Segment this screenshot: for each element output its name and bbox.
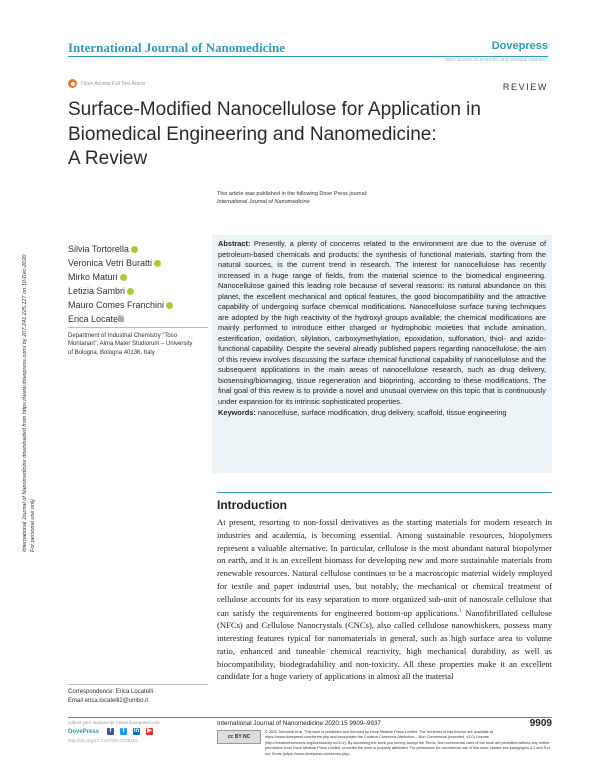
affiliation-divider <box>68 327 208 328</box>
doi-link[interactable]: http://doi.org/10.2147/IJN.S248103 <box>68 738 138 743</box>
submit-link[interactable]: submit your manuscript | www.dovepress.com <box>68 720 160 725</box>
section-heading: Introduction <box>217 498 287 512</box>
title-line: Surface-Modified Nanocellulose for Application in <box>68 99 481 120</box>
reference-link[interactable]: 1 <box>459 608 462 614</box>
author <box>68 270 213 284</box>
orcid-icon[interactable] <box>131 246 138 253</box>
orcid-icon[interactable] <box>127 288 134 295</box>
orcid-icon[interactable] <box>154 260 161 267</box>
keywords-label: Keywords: <box>218 408 256 417</box>
keywords-text: nanocelluse, surface modification, drug delivery, scaffold, tissue engineering <box>257 408 507 417</box>
keywords <box>218 408 546 419</box>
affiliation: Department of Industrial Chemistry “Toso Montanari”, Alma Mater Studiorum – University of Bologna, Bologna 40136, Italy <box>68 333 193 356</box>
license-text: © 2020 Tortorella et al. This work is published and licensed by Dove Medical Press Limited. The full terms of this license are available at https://www.dovepress.com/terms.php and incorporate the Creative Commons Attribution – Non Commercial (unported, v3.0) License (http://creativecommons.org/licenses/by-nc/3.0/). By accessing the work you hereby accept the Terms. Non-commercial uses of the work are permitted without any further permission from Dove Medical Press Limited, provided the work is properly attributed. For permission for commercial use of this work, please see paragraphs 4.2 and 5 of our Terms (https://www.dovepress.com/terms.php). <box>265 730 551 756</box>
open-access-label: Open Access Full Text Article <box>81 80 146 87</box>
author-name: Silvia Tortorella <box>68 244 129 254</box>
download-note: International Journal of Nanomedicine downloaded from https://www.dovepress.com/ by 207.241.225.127 on 10-Dec-2020 <box>22 254 28 552</box>
orcid-icon[interactable] <box>166 302 173 309</box>
author <box>68 298 213 312</box>
footer-divider <box>68 717 552 718</box>
social-links <box>107 728 153 735</box>
abstract-box <box>212 235 552 473</box>
footer-brand <box>68 728 208 735</box>
cc-license-icon[interactable]: cc BY NC <box>217 730 261 744</box>
correspondence-divider <box>68 684 208 685</box>
dovepress-logo[interactable]: DovePress <box>68 728 100 735</box>
youtube-icon[interactable]: ▶ <box>147 728 152 734</box>
page-number: 9909 <box>529 718 552 729</box>
author <box>68 284 213 298</box>
author-name: Mirko Maturi <box>68 272 118 282</box>
open-access-badge <box>68 79 145 88</box>
article-title <box>68 98 558 172</box>
intro-text: Nanofibrillated cellulose (NFCs) and Cellulose Nanocrystals (CNCs), also called cellulose nanowhiskers, possess many interesting features typical for nanomaterials in general, such as high surface area to volume ratio, enhanced and tuneable chemical reactivity, high mechanical durability, as well as biocompatibility, biodegradability and non-toxicity. All these properties make it an excellent candidate for a huge variety of applications in almost all the material <box>217 607 552 682</box>
abstract-label: Abstract: <box>218 239 251 248</box>
publisher-tagline: open access to scientific and medical research <box>444 57 548 63</box>
author-name: Erica Locatelli <box>68 314 125 324</box>
abstract <box>218 239 546 407</box>
title-line: A Review <box>68 148 148 169</box>
author <box>68 242 213 256</box>
linkedin-icon[interactable]: in <box>133 728 140 734</box>
author-name: Veronica Vetri Buratti <box>68 258 153 268</box>
author-list <box>68 242 213 326</box>
intro-text: At present, resorting to non-fossil derivatives as the starting materials for modern research in industries and academia, is becoming essential. Among sustainable resources, biopolymers represent a valuable alternative. In particular, cellulose is the most abundant natural biopolymer on earth, and it is an excellent biomass for developing new and more sustainable materials from renewable resources. Natural cellulose continues to be a macroscopic material widely employed for textile and paper industrial uses, but notably, the mechanical or chemical treatment of cellulose accounts for its easy separation to more organized sub-unit of nanoscale cellulose that can satisfy the requirements for engineered bottom-up applications. <box>217 517 552 618</box>
correspondence-name: Correspondence: Erica Locatelli <box>68 689 154 695</box>
intro-paragraph <box>217 516 552 683</box>
footer-journal-citation: International Journal of Nanomedicine 2020:15 9909–9937 <box>217 720 381 727</box>
author <box>68 312 213 326</box>
journal-title[interactable]: International Journal of Nanomedicine <box>68 40 286 55</box>
orcid-icon[interactable] <box>120 274 127 281</box>
footer-left <box>68 720 208 743</box>
correspondence <box>68 688 153 706</box>
personal-use-note: For personal use only. <box>29 497 36 552</box>
intro-divider <box>217 492 552 493</box>
open-access-icon <box>68 79 77 88</box>
author-name: Letizia Sambri <box>68 286 126 296</box>
author <box>68 256 213 270</box>
publisher-logo[interactable]: Dovepress <box>491 40 548 52</box>
published-note <box>217 190 367 206</box>
download-watermark <box>22 122 42 552</box>
license-row <box>217 730 552 757</box>
published-note-text: This article was published in the following Dove Press journal: <box>217 191 368 197</box>
article-type: REVIEW <box>502 82 548 92</box>
author-name: Mauro Comes Franchini <box>68 300 165 310</box>
facebook-icon[interactable]: f <box>107 728 114 735</box>
abstract-text: Presently, a plenty of concerns related to the environment are due to the overuse of petroleum-based chemicals and products; the synthesis of functional materials, starting from the natural sources, is the current trend in research. The interest for nanocellulose has recently increased in a huge range of fields, from the material science to the biomedical engineering. Nanocellulose gained this leading role because of several reasons: its natural abundance on this planet, the excellent mechanical and optical features, the good biocompatibility and the attractive capability of undergoing surface chemical modifications. Nanocellulose surface tuning techniques are adopted by the high reactivity of the hydroxyl groups available; the chemical modifications are mainly performed to introduce either charged or hydrophobic moieties that include amination, esterification, oxidation, silylation, carboxymethylation, epoxidation, sulfonation, thiol- and azido-functional capability. Despite the several already published papers regarding nanocellulose, the aim of this review involves discussing the surface chemical functional capability of nanocellulose and the subsequent applications in the main areas of nanocellulose research, such as drug delivery, biosensing/bioimaging, tissue regeneration and bioprinting, according to these modifications. The final goal of this review is to provide a novel and unusual overview on this topic that is continuously under expansion for its intrinsic sophisticated properties. <box>218 239 547 406</box>
published-note-journal[interactable]: International Journal of Nanomedicine <box>217 199 310 205</box>
correspondence-email[interactable]: Email erica.locatelli2@unibo.it <box>68 698 149 704</box>
title-line: Biomedical Engineering and Nanomedicine: <box>68 123 437 145</box>
twitter-icon[interactable]: t <box>120 728 127 735</box>
